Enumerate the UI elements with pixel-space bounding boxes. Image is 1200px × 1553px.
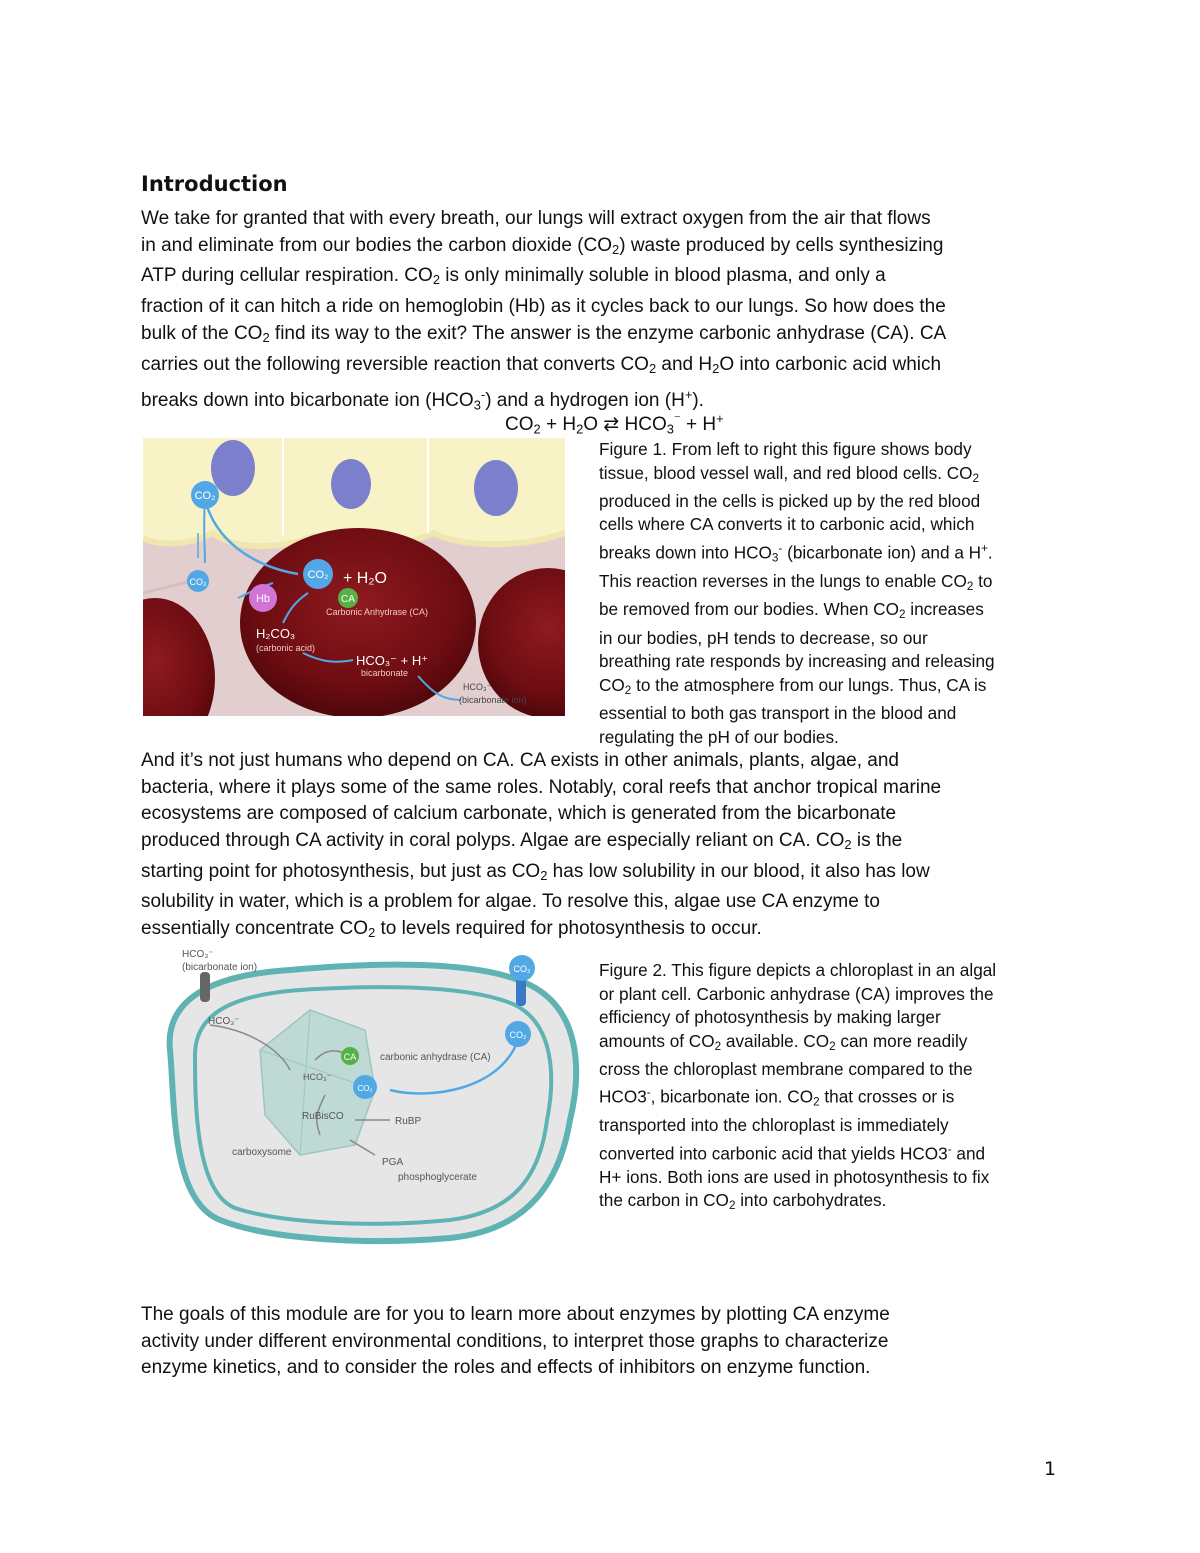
svg-text:CA: CA	[341, 594, 355, 605]
svg-text:(carbonic acid): (carbonic acid)	[256, 643, 316, 653]
page-number: 1	[1044, 1458, 1057, 1480]
figure-2-caption: Figure 2. This figure depicts a chloroplast in an algal or plant cell. Carbonic anhydrase (CA) improves the efficiency of photosynthesis by making larger amounts of $CO_2$ available. $CO_2$ can more readily cross the chloroplast membrane compared to the HCO3-, bicarbonate ion. $CO_2$ that crosses or is transported into the chloroplast is immediately converted into carbonic acid that yields HCO3- and H+ ions. Both ions are used in photosynthesis to fix the carbon in $CO_2$ into carbohydrates.	[599, 960, 997, 1213]
intro-paragraph	[141, 206, 1061, 419]
svg-text:CO₂: CO₂	[307, 569, 329, 581]
svg-text:(bicarbonate ion): (bicarbonate ion)	[182, 962, 258, 973]
svg-text:Carbonic Anhydrase (CA): Carbonic Anhydrase (CA)	[326, 607, 429, 617]
cell-nucleus	[211, 440, 255, 496]
svg-text:Hb: Hb	[255, 593, 271, 605]
svg-text:H₂CO₃: H₂CO₃	[256, 626, 296, 641]
svg-text:HCO₃⁻ + H⁺: HCO₃⁻ + H⁺	[356, 653, 429, 668]
cell-nucleus	[474, 460, 518, 516]
svg-text:RuBisCO: RuBisCO	[302, 1111, 344, 1122]
red-blood-cell	[240, 528, 476, 716]
figure-1-caption: Figure 1. From left to right this figure shows body tissue, blood vessel wall, and red blood cells. $CO_2$ produced in the cells is picked up by the red blood cells where CA converts it to carbonic acid, which breaks down into $HCO_3^-$ (bicarbonate ion) and a H+. This reaction reverses in the lungs to enable $CO_2$ to be removed from our bodies. When $CO_2$ increases in our bodies, pH tends to decrease, so our breathing rate responds by increasing and releasing $CO_2$ to the atmosphere from our lungs. Thus, CA is essential to both gas transport in the blood and regulating the pH of our bodies.	[599, 439, 995, 747]
svg-text:CO₂: CO₂	[513, 964, 531, 974]
text-line: in and eliminate from our bodies the carbon dioxide $(CO_2)$ waste produced by cells synthesizing	[141, 234, 944, 257]
svg-text:CO₂: CO₂	[509, 1030, 527, 1040]
text-line: carries out the following reversible reaction that converts $CO_2$ and $H_2O$ into carbonic acid which	[141, 353, 942, 376]
paragraph-3: The goals of this module are for you to learn more about enzymes by plotting CA enzyme activity under different environmental conditions, to interpret those graphs to characterize enzyme kinetics, and to consider the roles and effects of inhibitors on enzyme function.	[141, 1304, 890, 1379]
text-line: breaks down into bicarbonate ion $(HCO_3^-)$ and a hydrogen ion (H+).	[141, 387, 704, 413]
svg-text:carboxysome: carboxysome	[232, 1147, 292, 1158]
text-line: ATP during cellular respiration. $CO_2$ is only minimally soluble in blood plasma, and only a	[141, 265, 886, 288]
text-line: fraction of it can hitch a ride on hemoglobin (Hb) as it cycles back to our lungs. So how does the	[141, 296, 946, 318]
svg-text:PGA: PGA	[382, 1157, 404, 1168]
figure-1-blood-diagram	[143, 438, 565, 716]
svg-text:HCO₃⁻: HCO₃⁻	[303, 1072, 332, 1082]
svg-text:CA: CA	[343, 1052, 357, 1062]
figure-2-chloroplast-diagram	[150, 940, 590, 1252]
paragraph-2: And it’s not just humans who depend on CA. CA exists in other animals, plants, algae, and bacteria, where it plays some of the same roles. Notably, coral reefs that anchor tropical marine ecosystems are composed of calcium carbonate, which is generated from the bicarbonate produced through CA activity in coral polyps. Algae are especially reliant on CA. $CO_2$ is the starting point for photosynthesis, but just as $CO_2$ has low solubility in our blood, it also has low solubility in water, which is a problem for algae. To resolve this, algae use CA enzyme to essentially concentrate $CO_2$ to levels required for photosynthesis to occur.	[141, 750, 942, 941]
text-line: We take for granted that with every breath, our lungs will extract oxygen from the air that flows	[141, 208, 931, 229]
cell-nucleus	[331, 459, 371, 509]
svg-text:CO₂: CO₂	[194, 490, 216, 502]
svg-text:(bicarbonate ion): (bicarbonate ion)	[459, 695, 527, 705]
svg-text:HCO₃⁻: HCO₃⁻	[463, 682, 492, 692]
svg-text:carbonic anhydrase (CA): carbonic anhydrase (CA)	[380, 1052, 491, 1063]
svg-text:phosphoglycerate: phosphoglycerate	[398, 1172, 477, 1183]
svg-text:+ H₂O: + H₂O	[343, 570, 387, 587]
co2-channel	[516, 978, 526, 1006]
bicarbonate-transporter	[200, 972, 210, 1002]
section-heading: Introduction	[141, 172, 288, 196]
svg-text:RuBP: RuBP	[395, 1116, 422, 1127]
svg-text:HCO₃⁻: HCO₃⁻	[182, 949, 214, 960]
text-line: bulk of the $CO_2$ find its way to the exit? The answer is the enzyme carbonic anhydrase (CA). CA	[141, 322, 947, 346]
svg-text:CO₂: CO₂	[357, 1084, 373, 1093]
reaction-equation: $CO_2 + H_2O$ ⇄ $HCO_3^{^-} + H^+$	[505, 411, 724, 437]
svg-text:HCO₃⁻: HCO₃⁻	[208, 1016, 240, 1027]
svg-text:bicarbonate: bicarbonate	[361, 668, 409, 678]
svg-text:CO₂: CO₂	[189, 577, 207, 587]
